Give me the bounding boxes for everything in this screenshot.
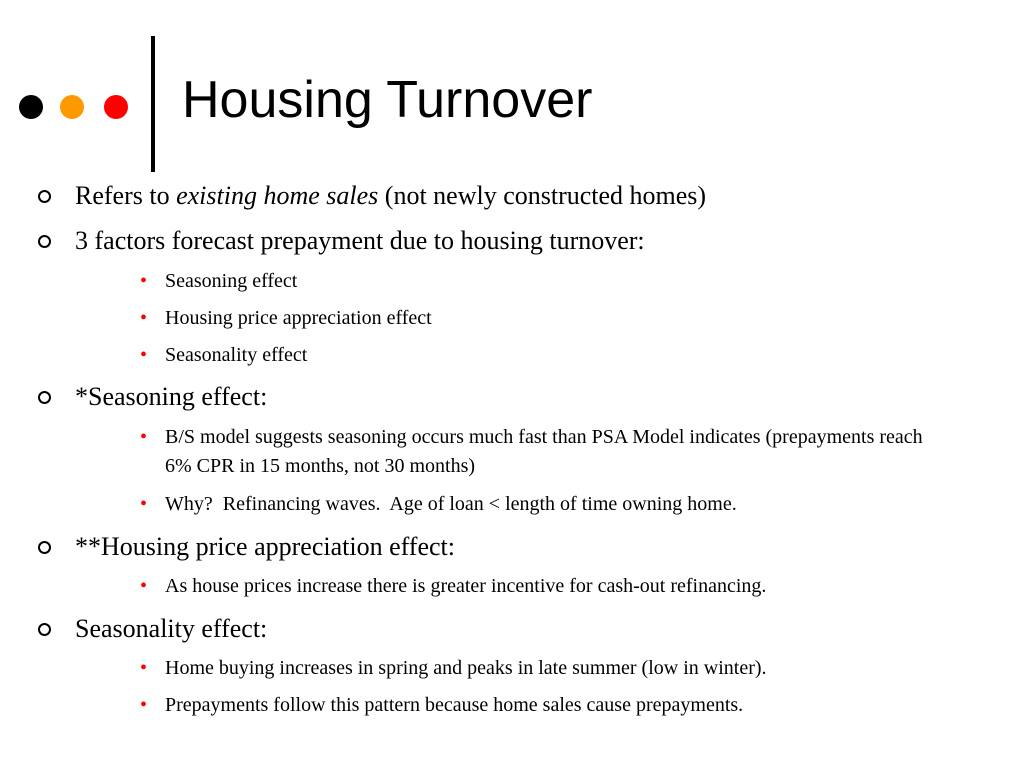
- red-bullet-icon: •: [140, 426, 148, 448]
- hollow-bullet-icon: [38, 541, 51, 554]
- slide-title: Housing Turnover: [182, 71, 593, 129]
- bullet-emphasis: existing home sales: [176, 181, 379, 210]
- red-bullet-icon: •: [140, 307, 148, 329]
- hollow-bullet-icon: [38, 235, 51, 248]
- bullet-existing-home-sales: [75, 181, 706, 211]
- sub-bullet-price-appreciation: Housing price appreciation effect: [165, 307, 432, 329]
- bullet-text: Refers to: [75, 181, 177, 210]
- sub-bullet-prepayments-pattern: Prepayments follow this pattern because home sales cause prepayments.: [165, 694, 744, 716]
- hollow-bullet-icon: [38, 190, 51, 203]
- bullet-seasoning-effect: *Seasoning effect:: [75, 382, 268, 411]
- sub-bullet-seasonality: Seasonality effect: [165, 344, 308, 366]
- red-bullet-icon: •: [140, 694, 148, 716]
- red-bullet-icon: •: [140, 344, 148, 366]
- bullet-three-factors: 3 factors forecast prepayment due to housing turnover:: [75, 226, 645, 255]
- hollow-bullet-icon: [38, 391, 51, 404]
- hollow-bullet-icon: [38, 623, 51, 636]
- bullet-price-appreciation-effect: **Housing price appreciation effect:: [75, 532, 455, 561]
- sub-bullet-why: Why? Refinancing waves. Age of loan < length of time owning home.: [165, 493, 737, 515]
- sub-bullet-bs-model: B/S model suggests seasoning occurs much fast than PSA Model indicates (prepayments reach 6% CPR in 15 months, not 30 months): [165, 426, 923, 477]
- sub-bullet-home-buying: Home buying increases in spring and peaks in late summer (low in winter).: [165, 657, 767, 679]
- bullet-seasonality-effect: Seasonality effect:: [75, 614, 268, 643]
- red-bullet-icon: •: [140, 493, 148, 515]
- red-bullet-icon: •: [140, 575, 148, 597]
- red-bullet-icon: •: [140, 270, 148, 292]
- sub-bullet-seasoning: Seasoning effect: [165, 270, 298, 292]
- red-bullet-icon: •: [140, 657, 148, 679]
- bullet-text: (not newly constructed homes): [378, 181, 707, 210]
- sub-bullet-cash-out: As house prices increase there is greater incentive for cash-out refinancing.: [165, 575, 767, 597]
